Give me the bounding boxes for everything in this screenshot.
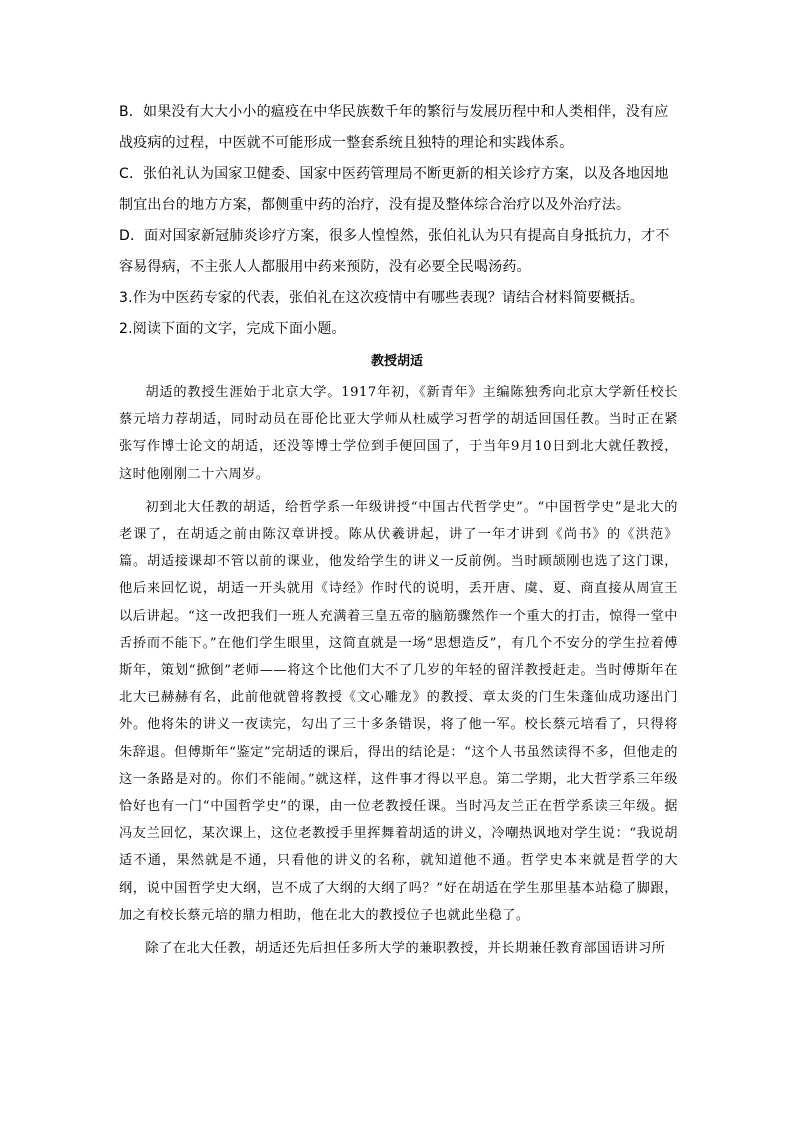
article-paragraph: 初到北大任教的胡适，给哲学系一年级讲授“中国古代哲学史”。“中国哲学史”是北大的老课了，在胡适之前由陈汉章讲授。陈从伏羲讲起，讲了一年才讲到《尚书》的《洪范》篇。胡适接课却不管以前的课业，他发给学生的讲义一反前例。当时顾颉刚也选了这门课，他后来回忆说，胡适一开头就用《诗经》作时代的说明，丢开唐、虞、夏、商直接从周宣王以后讲起。“这一改把我们一班人充满着三皇五帝的脑筋骤然作一个重大的打击，惊得一堂中舌挢而不能下。”在他们学生眼里，这简直就是一场“思想造反”，有几个不安分的学生拉着傅斯年，策划“掀倒”老师——将这个比他们大不了几岁的年轻的留洋教授赶走。当时傅斯年在北大已赫赫有名，此前他就曾将教授《文心雕龙》的教授、章太炎的门生朱蓬仙成功逐出门外。他将朱的讲义一夜读完，勾出了三十多条错误，将了他一军。校长蔡元培看了，只得将朱辞退。但傅斯年“鉴定”完胡适的课后，得出的结论是：“这个人书虽然读得不多，但他走的这一条路是对的。你们不能闹。”就这样，这件事才得以平息。第二学期，北大哲学系三年级恰好也有一门“中国哲学史”的课，由一位老教授任课。当时冯友兰正在哲学系读三年级。据冯友兰回忆，某次课上，这位老教授手里挥舞着胡适的讲义，冷嘲热讽地对学生说：“我说胡适不通，果然就是不通，只看他的讲义的名称，就知道他不通。哲学史本来就是哲学的大纲，说中国哲学史大纲，岂不成了大纲的大纲了吗？”好在胡适在学生那里基本站稳了脚跟，加之有校长蔡元培的鼎力相助，他在北大的教授位子也就此坐稳了。 [119, 499, 678, 923]
option-c: C．张伯礼认为国家卫健委、国家中医药管理局不断更新的相关诊疗方案，以及各地因地制宜出台的地方方案，都侧重中药的治疗，没有提及整体综合治疗以及外治疗法。 [119, 166, 669, 213]
article-paragraph: 胡适的教授生涯始于北京大学。1917年初，《新青年》主编陈独秀向北京大学新任校长蔡元培力荐胡适，同时动员在哥伦比亚大学师从杜威学习哲学的胡适回国任教。当时正在紧张写作博士论文的胡适，还没等博士学位到手便回国了，于当年9月10日到北大就任教授，这时他刚刚二十六周岁。 [119, 385, 678, 482]
question-3: 3.作为中医药专家的代表，张伯礼在这次疫情中有哪些表现？请结合材料简要概括。 [119, 290, 644, 306]
article-paragraph: 除了在北大任教，胡适还先后担任多所大学的兼职教授，并长期兼任教育部国语讲习所 [145, 941, 666, 957]
option-d: D．面对国家新冠肺炎诊疗方案，很多人惶惶然，张伯礼认为只有提高自身抵抗力，才不容易得病，不主张人人都服用中药来预防，没有必要全民喝汤药。 [119, 228, 670, 275]
article-body [119, 379, 678, 968]
reading-instruction: 2.阅读下面的文字，完成下面小题。 [119, 321, 346, 337]
option-b: B．如果没有大大小小的瘟疫在中华民族数千年的繁衍与发展历程中和人类相伴，没有应战疫病的过程，中医就不可能形成一整套系统且独特的理论和实践体系。 [119, 104, 669, 151]
article-title: 教授胡适 [370, 354, 423, 369]
answer-options [119, 97, 679, 345]
